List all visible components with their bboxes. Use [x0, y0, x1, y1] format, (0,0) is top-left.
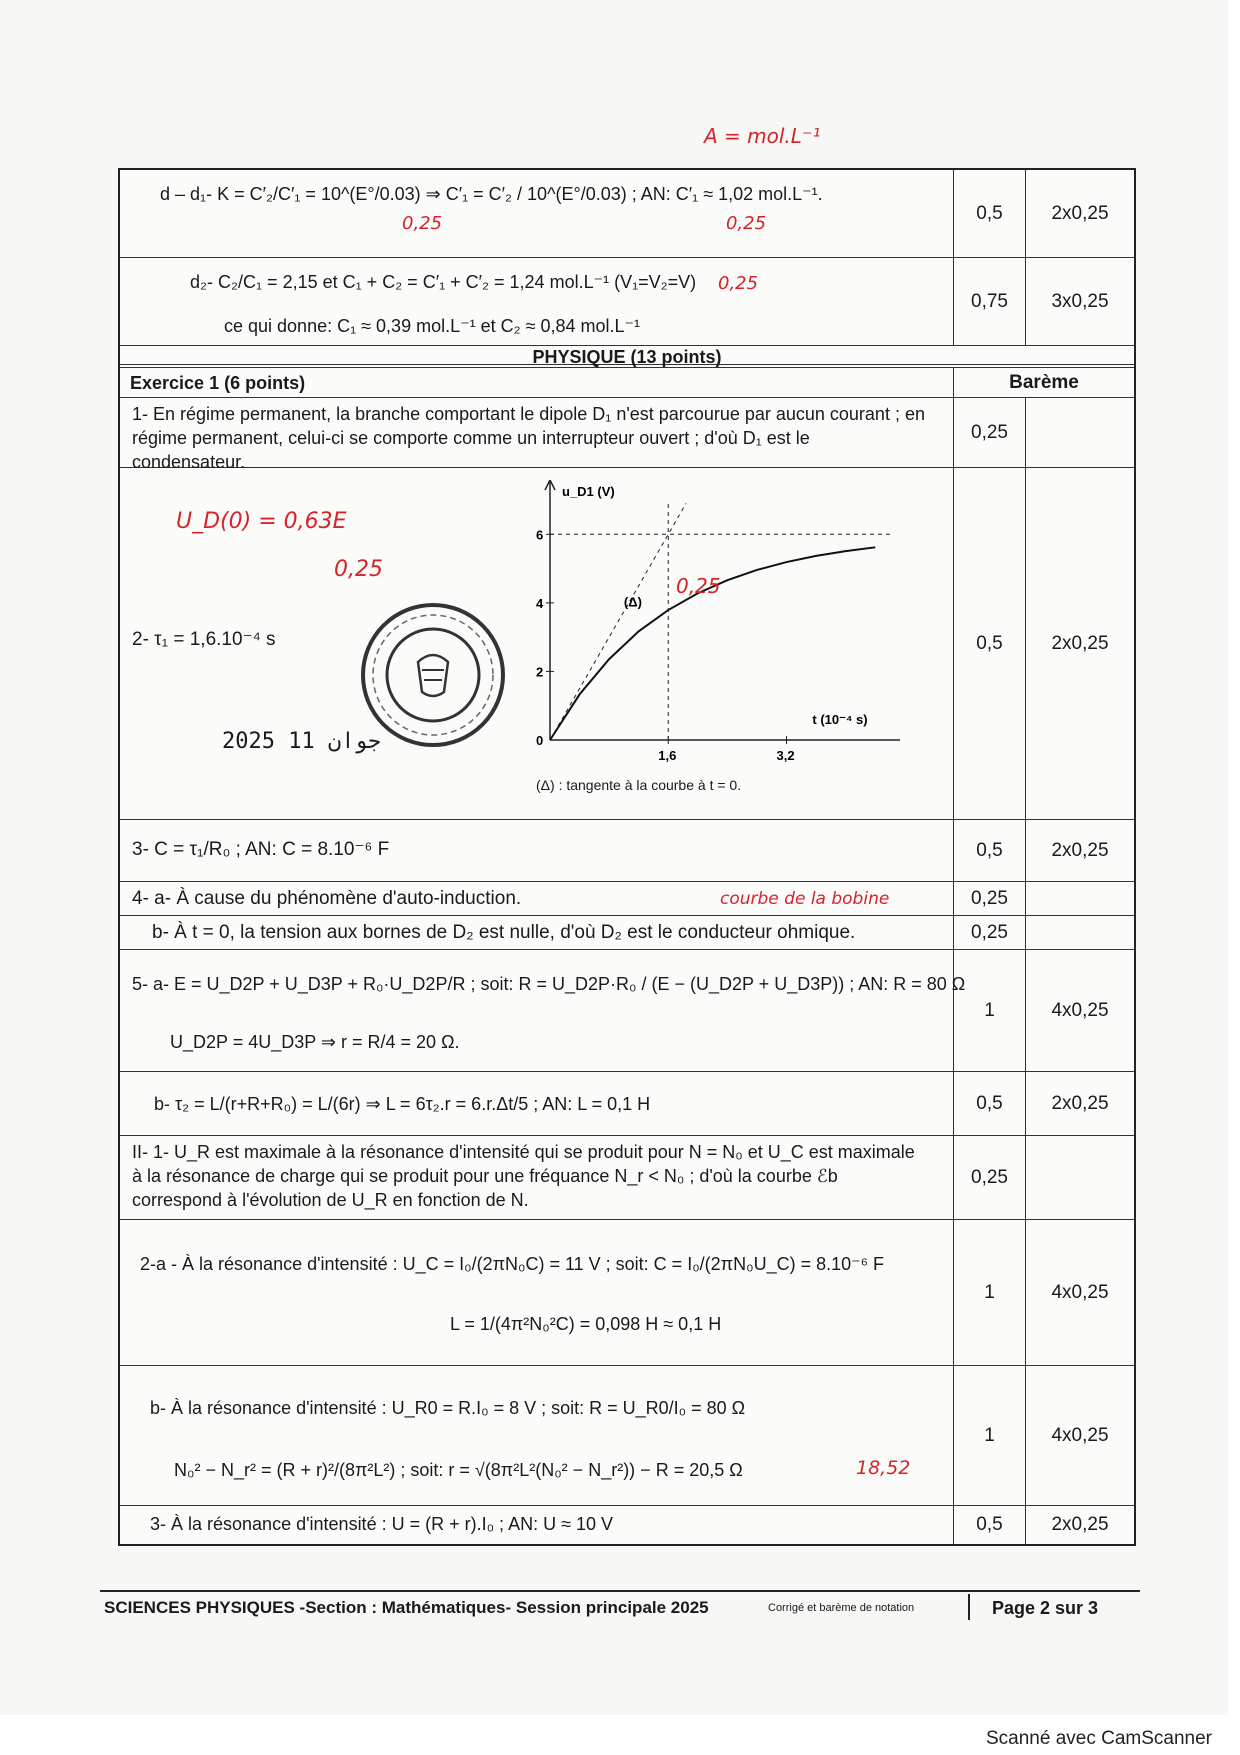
row-q4b — [120, 916, 954, 949]
exercise-title: Exercice 1 (6 points) — [130, 373, 306, 393]
row-q4a-text: 4- a- À cause du phénomène d'auto-induction. — [132, 888, 522, 909]
official-seal-icon — [358, 600, 508, 750]
row-q4b-text: b- À t = 0, la tension aux bornes de D₂ est nulle, d'où D₂ est le conducteur ohmique. — [152, 922, 856, 943]
points-cell: 0,25 — [954, 398, 1026, 467]
table-row — [120, 916, 1134, 950]
section-title: PHYSIQUE (13 points) — [532, 347, 722, 367]
annotation-ud0: U_D(0) = 0,63E — [176, 509, 347, 534]
tangent-line — [550, 503, 686, 740]
row-d2-text1: d₂- C₂/C₁ = 2,15 et C₁ + C₂ = C′₁ + C′₂ = 1,24 mol.L⁻¹ (V₁=V₂=V) — [190, 272, 697, 292]
row-d2-text2: ce qui donne: C₁ ≈ 0,39 mol.L⁻¹ et C₂ ≈ 0,84 mol.L⁻¹ — [224, 316, 641, 336]
points-cell: 0,5 — [954, 468, 1026, 819]
row-q5a — [120, 950, 966, 1071]
row-ii1 — [120, 1136, 954, 1219]
annotation-mark: 0,25 — [676, 574, 721, 598]
table-row — [120, 1506, 1134, 1544]
scanner-watermark: Scanné avec CamScanner — [985, 1728, 1212, 1749]
points-cell: 1 — [954, 950, 1026, 1071]
row-q3-text: 3- C = τ₁/R₀ ; AN: C = 8.10⁻⁶ F — [132, 839, 390, 860]
chart-caption: (Δ) : tangente à la courbe à t = 0. — [536, 777, 742, 793]
bareme-cell — [1026, 916, 1134, 949]
points-cell: 0,25 — [954, 882, 1026, 915]
table-row — [120, 1072, 1134, 1136]
x-axis-label: t (10⁻⁴ s) — [812, 712, 868, 727]
y-tick-label: 4 — [536, 595, 544, 611]
annotation-top: A = mol.L⁻¹ — [704, 124, 821, 148]
exercise-title-cell — [120, 368, 954, 397]
bareme-cell: 4x0,25 — [1051, 1424, 1109, 1446]
row-q1 — [120, 398, 954, 472]
annotation-mark: 0,25 — [726, 213, 767, 234]
table-row — [120, 1136, 1134, 1220]
y-tick-label: 0 — [536, 733, 544, 748]
row-q2-text: 2- τ₁ = 1,6.10⁻⁴ s — [132, 629, 276, 650]
table-row — [120, 882, 1134, 916]
points-cell: 0,5 — [954, 1506, 1026, 1544]
table-row — [120, 1366, 1134, 1506]
table-row — [120, 820, 1134, 882]
footer-left: SCIENCES PHYSIQUES -Section : Mathématiques- Session principale 2025 — [104, 1598, 709, 1617]
table-row — [120, 258, 1134, 346]
row-ii2b-text2: N₀² − N_r² = (R + r)²/(8π²L²) ; soit: r = √(8π²L²(N₀² − N_r²)) − R = 20,5 Ω — [174, 1460, 743, 1480]
row-d2 — [120, 258, 954, 345]
row-ii3 — [120, 1506, 954, 1544]
row-q3 — [120, 820, 954, 881]
table-row — [120, 398, 1134, 472]
row-d1 — [120, 170, 954, 257]
annotation-mark: 0,25 — [334, 557, 383, 582]
bareme-cell: 2x0,25 — [1051, 1092, 1109, 1114]
chart-ud1 — [520, 480, 940, 780]
footer-divider — [968, 1594, 970, 1620]
points-cell: 0,5 — [954, 1072, 1026, 1135]
table-row — [120, 1220, 1134, 1366]
points-cell: 0,25 — [954, 916, 1026, 949]
row-q5b — [120, 1072, 954, 1135]
bareme-cell: 3x0,25 — [1051, 290, 1109, 312]
bareme-cell: 2x0,25 — [1051, 839, 1109, 861]
x-tick-label: 3,2 — [776, 748, 795, 763]
row-ii1-text: II- 1- U_R est maximale à la résonance d'intensité qui se produit pour N = N₀ et U_C est maximale à la résonance de charge qui se produit pour une fréquance N_r < N₀ ; d'où la courbe ℰb correspond à l'évolution de U_R en fonction de N. — [132, 1142, 915, 1210]
x-tick-label: 1,6 — [658, 748, 677, 763]
points-cell: 1 — [954, 1366, 1026, 1505]
row-ii2a-text1: 2-a - À la résonance d'intensité : U_C = I₀/(2πN₀C) = 11 V ; soit: C = I₀/(2πN₀U_C) = 8.10⁻⁶ F — [140, 1254, 885, 1274]
points-cell: 1 — [954, 1220, 1026, 1365]
bareme-cell — [1026, 398, 1134, 467]
grading-table — [118, 168, 1136, 1546]
points-cell: 0,5 — [954, 820, 1026, 881]
table-row — [120, 468, 1134, 820]
row-q5a-text1: 5- a- E = U_D2P + U_D3P + R₀·U_D2P/R ; soit: R = U_D2P·R₀ / (E − (U_D2P + U_D3P)) ; AN: R = 80 Ω — [132, 974, 966, 994]
table-row — [120, 170, 1134, 258]
footer-page: Page 2 sur 3 — [992, 1598, 1099, 1618]
row-ii2b-text1: b- À la résonance d'intensité : U_R0 = R.I₀ = 8 V ; soit: R = U_R0/I₀ = 80 Ω — [150, 1398, 746, 1418]
table-row — [120, 346, 1134, 368]
y-axis-label: u_D1 (V) — [562, 484, 615, 499]
row-q2 — [120, 468, 954, 819]
footer-rule — [100, 1590, 1140, 1592]
row-ii2a-text2: L = 1/(4π²N₀²C) = 0,098 H ≈ 0,1 H — [450, 1314, 722, 1334]
bareme-cell: 2x0,25 — [1051, 202, 1109, 224]
row-ii2b — [120, 1366, 954, 1505]
row-q5a-text2: U_D2P = 4U_D3P ⇒ r = R/4 = 20 Ω. — [170, 1032, 460, 1052]
y-tick-label: 2 — [536, 664, 544, 680]
annotation-bobine: courbe de la bobine — [720, 889, 890, 909]
row-ii2a — [120, 1220, 954, 1365]
footer-middle: Corrigé et barème de notation — [768, 1602, 915, 1614]
bareme-cell: 2x0,25 — [1051, 1514, 1109, 1535]
bareme-cell: 4x0,25 — [1051, 999, 1109, 1021]
row-q5b-text: b- τ₂ = L/(r+R+R₀) = L/(6r) ⇒ L = 6τ₂.r = 6.r.Δt/5 ; AN: L = 0,1 H — [154, 1094, 651, 1114]
bareme-cell: 2x0,25 — [1051, 632, 1109, 654]
page-footer — [100, 1590, 1140, 1628]
points-cell: 0,75 — [954, 258, 1026, 345]
annotation-mark: 0,25 — [718, 273, 759, 294]
row-ii3-text: 3- À la résonance d'intensité : U = (R + r).I₀ ; AN: U ≈ 10 V — [150, 1514, 613, 1534]
tangent-label: (Δ) — [623, 594, 642, 610]
points-cell: 0,25 — [954, 1136, 1026, 1219]
row-q4a — [120, 882, 954, 915]
row-q1-text: 1- En régime permanent, la branche comportant le dipole D₁ n'est parcourue par aucun courant ; en régime permanent, celui-ci se comporte comme un interrupteur ouvert ; d'où D₁ est le condensateur. — [132, 404, 925, 472]
row-d1-text: d – d₁- K = C′₂/C′₁ = 10^(E°/0.03) ⇒ C′₁ = C′₂ / 10^(E°/0.03) ; AN: C′₁ ≈ 1,02 mol.L⁻¹. — [160, 184, 823, 204]
bareme-cell — [1026, 882, 1134, 915]
table-row — [120, 950, 1134, 1072]
bareme-cell — [1026, 1136, 1134, 1219]
annotation-r-value: 18,52 — [856, 1457, 911, 1479]
table-row — [120, 368, 1134, 398]
date-stamp: 2025 جوان 11 — [222, 729, 381, 754]
bareme-cell: 4x0,25 — [1051, 1281, 1109, 1303]
y-tick-label: 6 — [536, 527, 544, 543]
bareme-header: Barème — [1009, 371, 1079, 393]
annotation-mark: 0,25 — [402, 213, 443, 234]
points-cell: 0,5 — [954, 170, 1026, 257]
